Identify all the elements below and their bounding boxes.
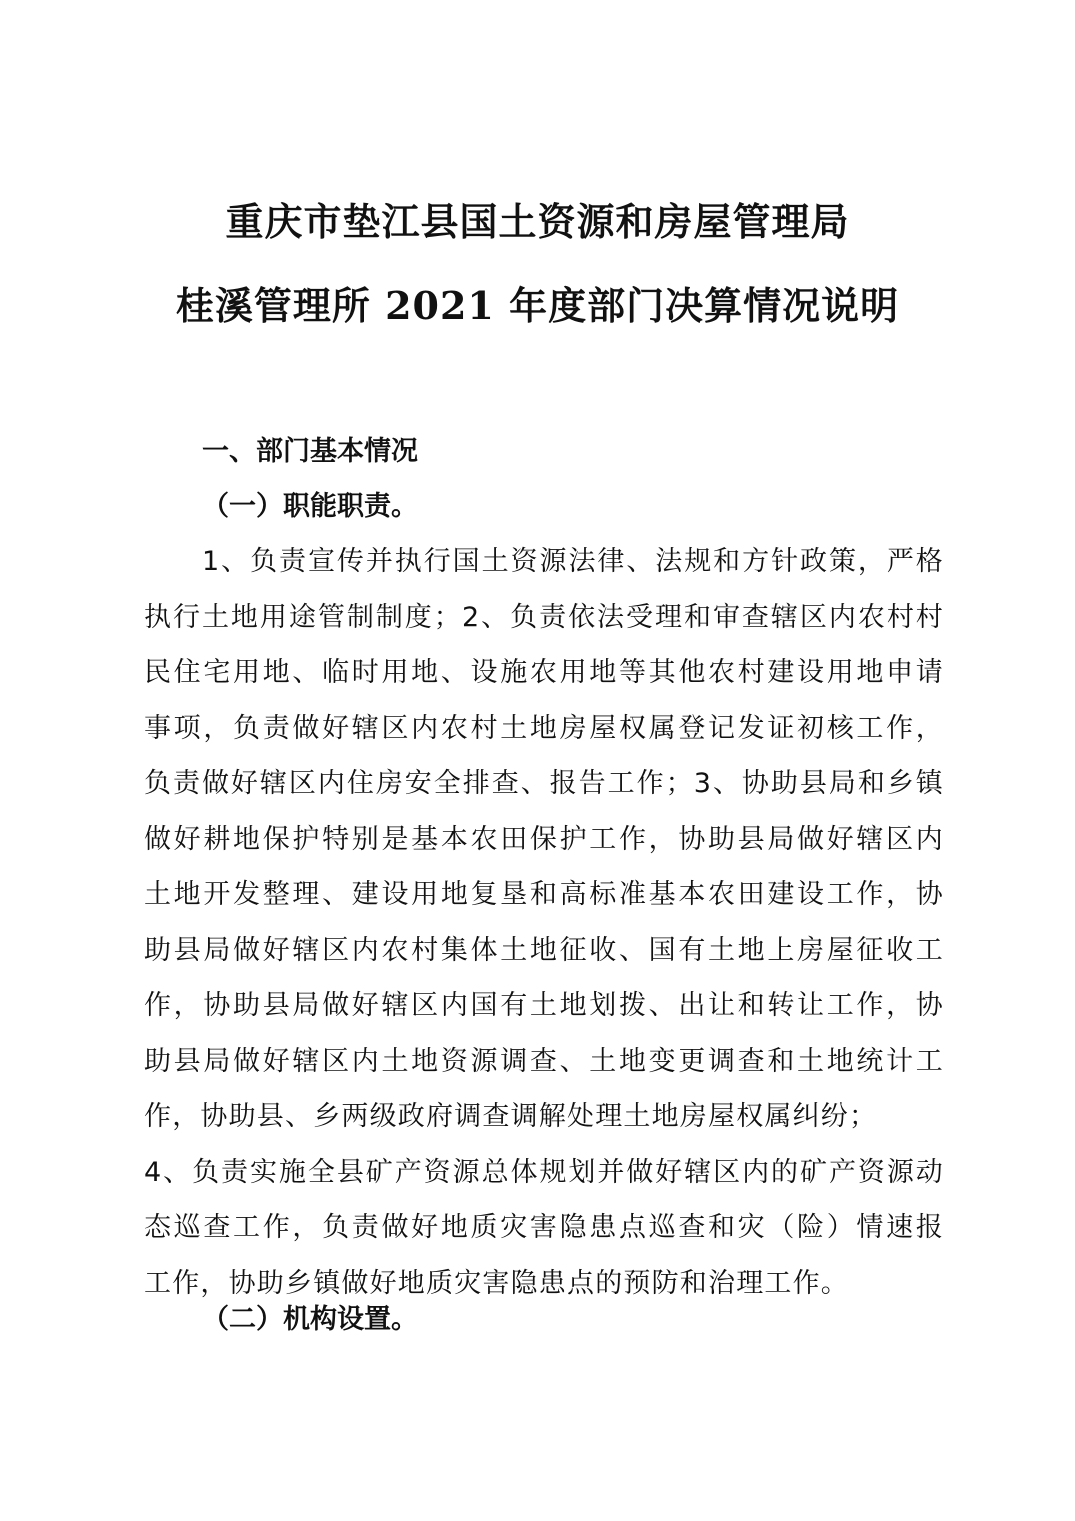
paragraph-line: 助县局做好辖区内土地资源调查、土地变更调查和土地统计工	[144, 1045, 944, 1077]
paragraph-line: 负责做好辖区内住房安全排查、报告工作；3、协助县局和乡镇	[144, 768, 944, 799]
document-title-line-2: 桂溪管理所 2021 年度部门决算情况说明	[175, 283, 900, 328]
paragraph-line: 作，协助县、乡两级政府调查调解处理土地房屋权属纠纷；	[144, 1101, 878, 1132]
subsection-heading-functions: （一）职能职责。	[202, 491, 418, 522]
paragraph-line: 土地开发整理、建设用地复垦和高标准基本农田建设工作，协	[144, 879, 944, 910]
paragraph-line: 工作，协助乡镇做好地质灾害隐患点的预防和治理工作。	[144, 1267, 849, 1299]
paragraph-line: 民住宅用地、临时用地、设施农用地等其他农村建设用地申请	[144, 657, 944, 688]
paragraph-line: 态巡查工作，负责做好地质灾害隐患点巡查和灾（险）情速报	[144, 1212, 944, 1243]
paragraph-line: 1、负责宣传并执行国土资源法律、法规和方针政策，严格	[202, 546, 944, 577]
subsection-heading-organization: （二）机构设置。	[202, 1304, 418, 1335]
paragraph-line: 执行土地用途管制制度；2、负责依法受理和审查辖区内农村村	[144, 601, 944, 633]
paragraph-line: 作，协助县局做好辖区内国有土地划拨、出让和转让工作，协	[144, 990, 944, 1021]
paragraph-line: 助县局做好辖区内农村集体土地征收、国有土地上房屋征收工	[144, 934, 944, 966]
paragraph-line: 做好耕地保护特别是基本农田保护工作，协助县局做好辖区内	[144, 823, 944, 855]
document-title-line-1: 重庆市垫江县国土资源和房屋管理局	[225, 199, 850, 244]
section-heading-basic-info: 一、部门基本情况	[202, 436, 418, 467]
paragraph-line: 事项，负责做好辖区内农村土地房屋权属登记发证初核工作，	[144, 712, 944, 744]
functions-paragraph	[144, 534, 944, 1311]
paragraph-line: 4、负责实施全县矿产资源总体规划并做好辖区内的矿产资源动	[144, 1156, 944, 1188]
